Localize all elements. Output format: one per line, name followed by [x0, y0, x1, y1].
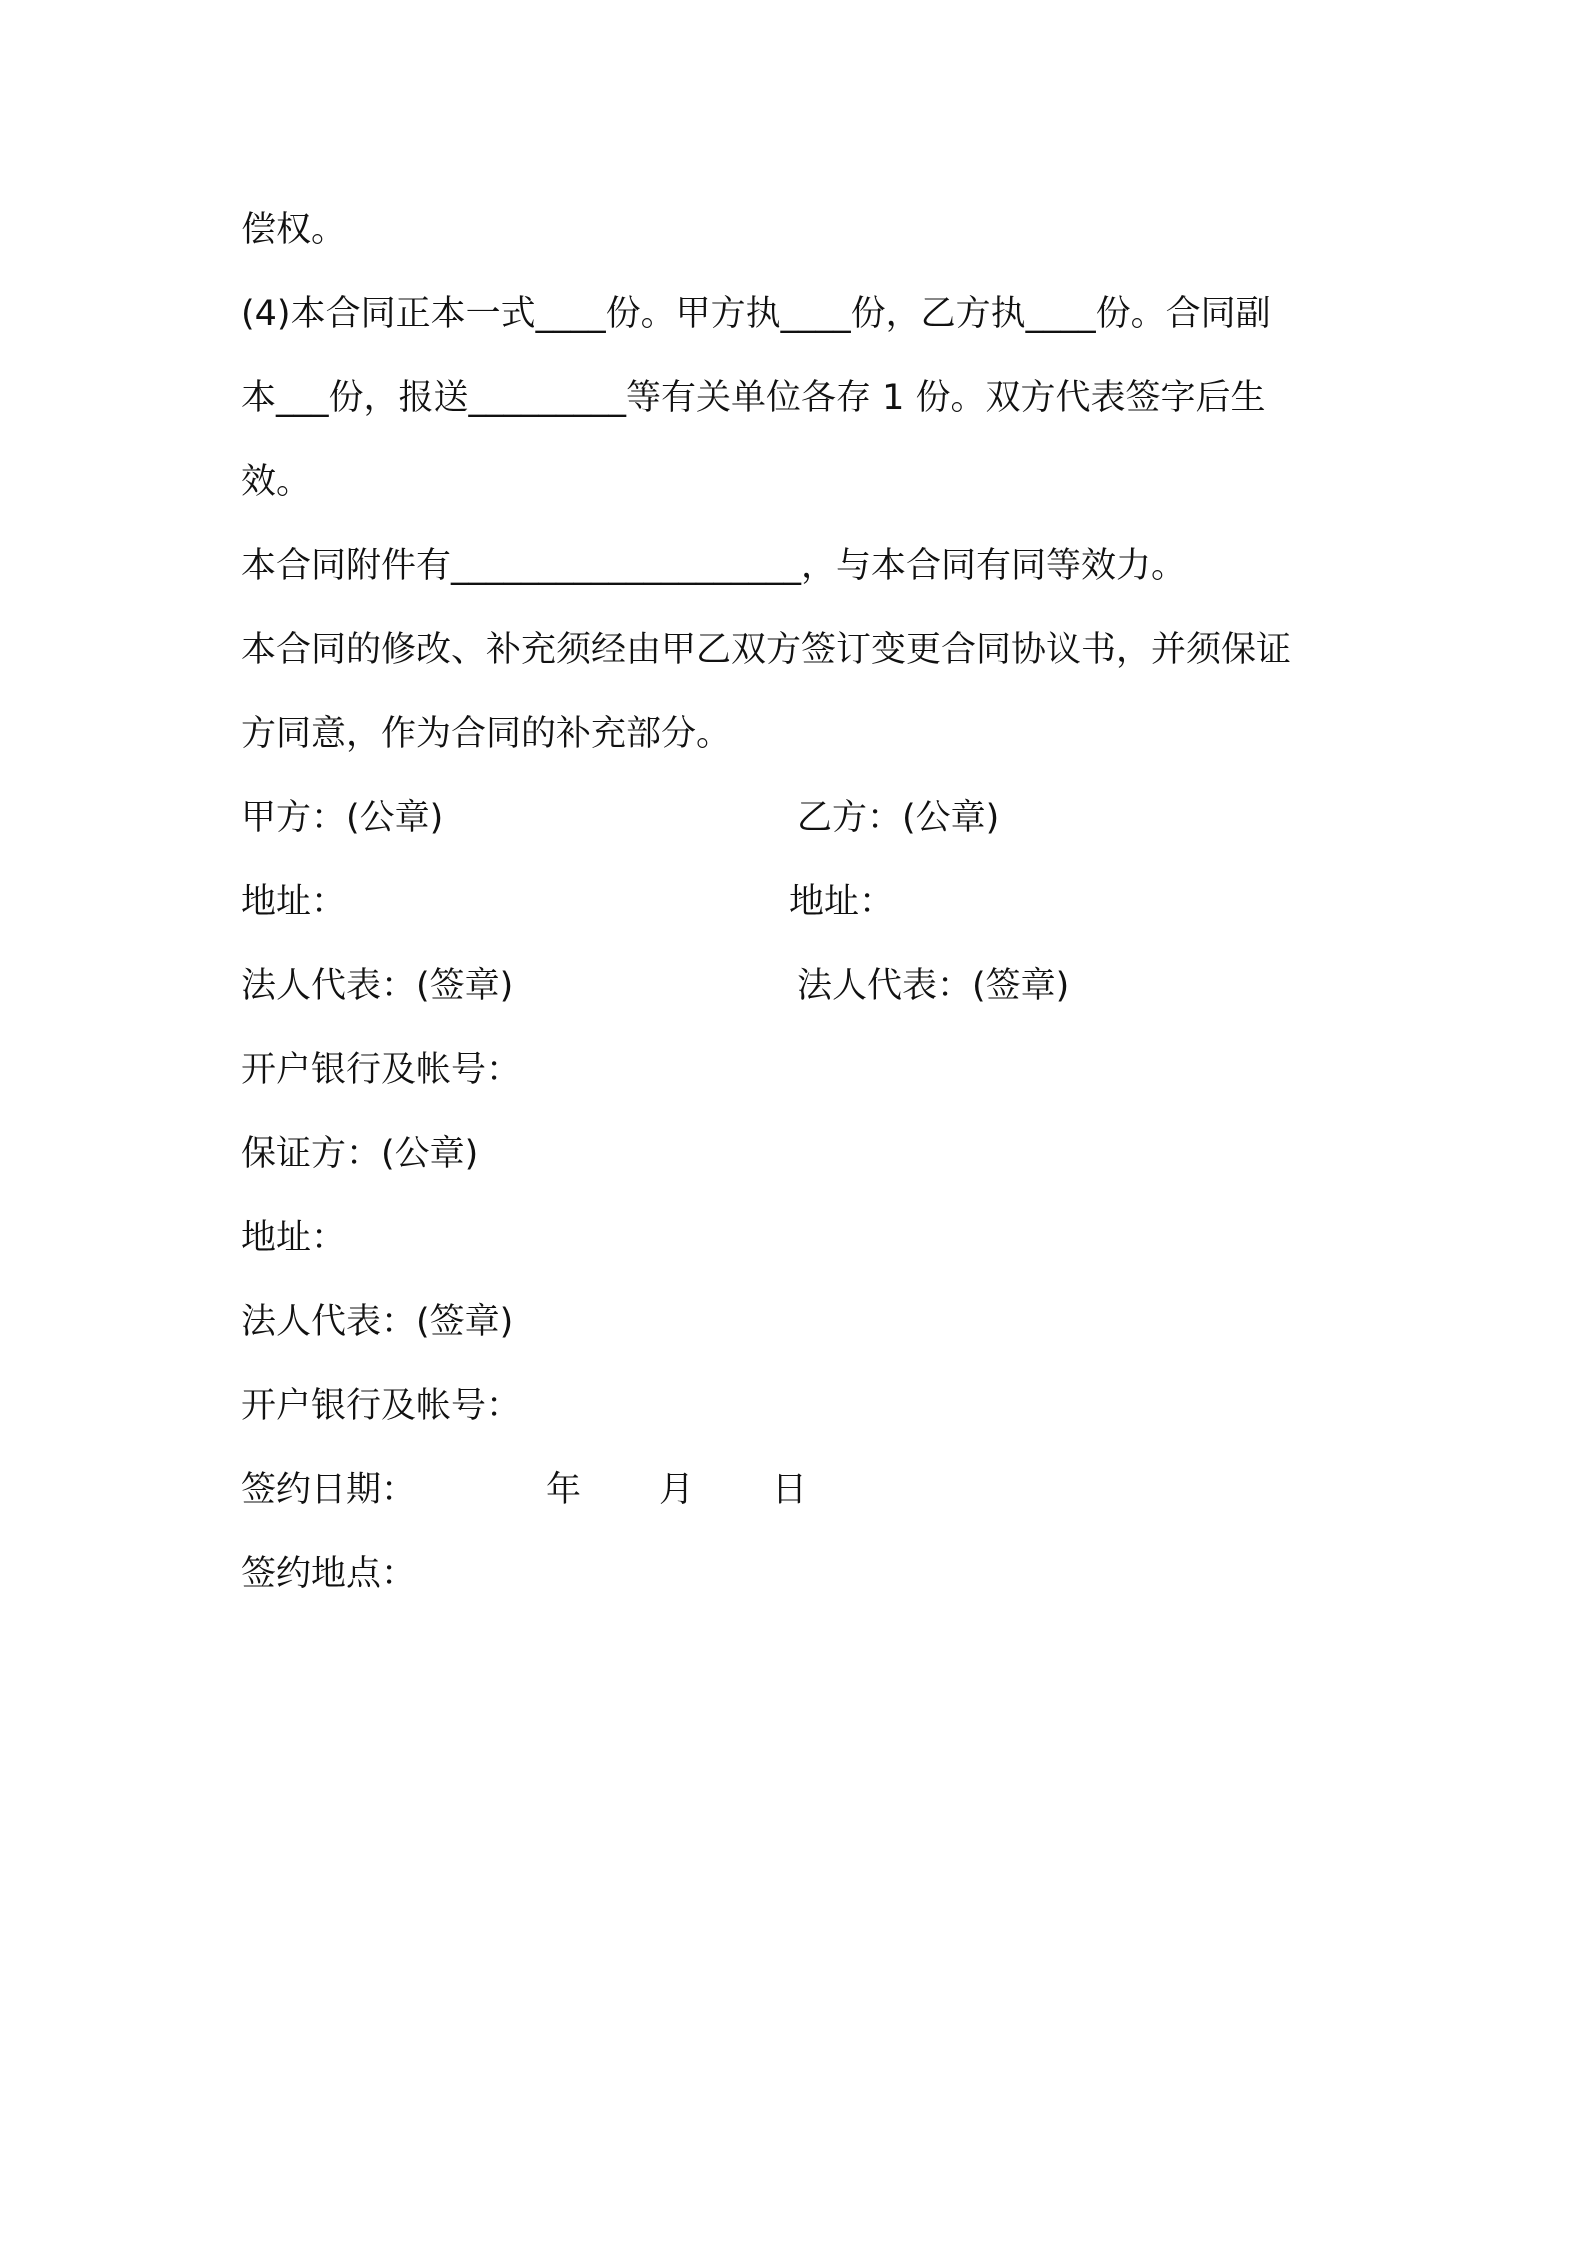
- party-seal-row: [241, 788, 1351, 872]
- paragraph-end-line: 偿权。: [241, 210, 347, 250]
- sign-date-year: 年: [546, 1470, 582, 1510]
- sign-place-label: 签约地点：: [241, 1554, 417, 1594]
- party-address-row: [241, 872, 1351, 956]
- sign-date-month: 月: [659, 1470, 695, 1510]
- amendment-clause-line-1: 本合同的修改、补充须经由甲乙双方签订变更合同协议书，并须保证: [241, 630, 1292, 670]
- sign-date-row: [241, 1460, 1351, 1544]
- attachment-clause: 本合同附件有____________________，与本合同有同等效力。: [241, 546, 1187, 586]
- sign-date-label: 签约日期：: [241, 1470, 417, 1510]
- party-rep-row: [241, 956, 1351, 1040]
- clause-4-line-2: 本___份，报送_________等有关单位各存 1 份。双方代表签字后生: [241, 378, 1266, 418]
- contract-body: [241, 200, 1351, 1628]
- party-a-address-label: 地址：: [241, 882, 347, 922]
- party-b-seal-label: 乙方：(公章): [797, 798, 1000, 838]
- party-a-seal-label: 甲方：(公章): [241, 798, 444, 838]
- amendment-clause-line-2: 方同意，作为合同的补充部分。: [241, 714, 732, 754]
- party-b-rep-label: 法人代表：(签章): [797, 966, 1070, 1006]
- bank-account-label: 开户银行及帐号：: [241, 1050, 522, 1090]
- party-b-address-label: 地址：: [789, 882, 895, 922]
- party-a-rep-label: 法人代表：(签章): [241, 966, 514, 1006]
- clause-4-line-3: 效。: [241, 462, 312, 502]
- guarantor-rep-label: 法人代表：(签章): [241, 1302, 514, 1342]
- sign-date-day: 日: [772, 1470, 808, 1510]
- guarantor-seal-label: 保证方：(公章): [241, 1134, 479, 1174]
- guarantor-address-label: 地址：: [241, 1218, 347, 1258]
- guarantor-bank-label: 开户银行及帐号：: [241, 1386, 522, 1426]
- clause-4-line-1: (4)本合同正本一式____份。甲方执____份，乙方执____份。合同副: [241, 294, 1271, 334]
